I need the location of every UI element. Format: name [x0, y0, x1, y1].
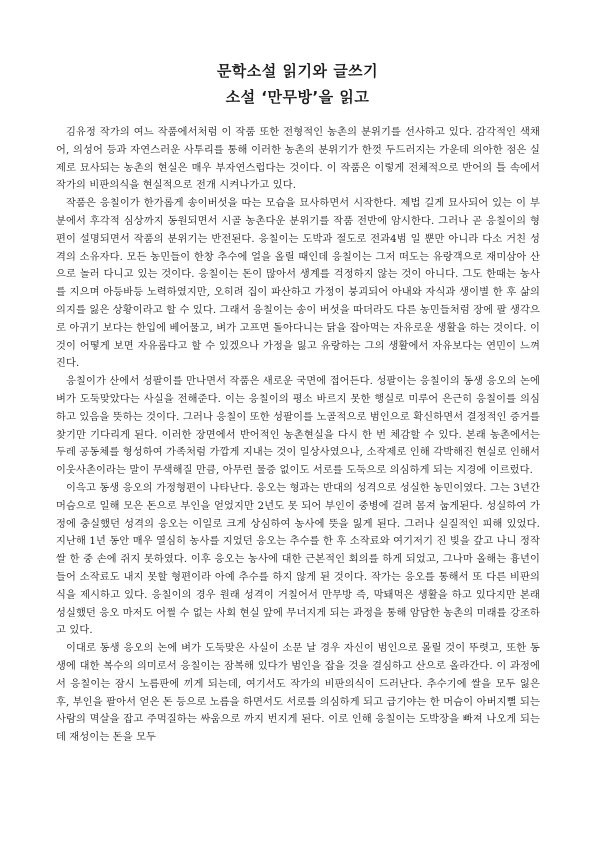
- paragraph: 이대로 동생 응오의 논에 벼가 도둑맞은 사실이 소문 날 경우 자신이 범인으로 몰릴 것이 뚜렷고, 또한 동생에 대한 복수의 의미로서 응칠이는 잠복해 있다가 범인을 잡을 것을 결심하고 산으로 올라간다. 이 과정에서 응칠이는 잠시 노름판에 끼게 되는데, 여기서도 작가의 비판의식이 드러난다. 추수기에 쌀을 모두 잃은 후, 부인을 팔아서 얻은 돈 등으로 노름을 하면서도 서로를 의심하게 되고 급기야는 한 머슴이 아버지뻘 되는 사람의 멱살을 잡고 주먹질하는 싸움으로 까지 번지게 된다. 이로 인해 응칠이는 도박장을 빠져 나오게 되는데 재성이는 돈을 모두: [56, 643, 540, 744]
- document-title: 문학소설 읽기와 글쓰기: [216, 62, 379, 80]
- paragraph: 이윽고 동생 응오의 가정형편이 나타난다. 응오는 형과는 반대의 성격으로 성실한 농민이였다. 그는 3년간 머슴으로 일해 모은 돈으로 부인을 얻었지만 2년도 못 되어 부인이 중병에 걸려 몸져 눕게된다. 성실하여 가정에 충실했던 성격의 응오는 이일로 크게 상심하여 농사에 뜻을 잃게 된다. 그러나 실질적인 피해 있었다. 지난해 1년 동안 매우 열심히 농사를 지었던 응오는 추수를 한 후 소작료와 여기저기 진 빚을 갚고 나니 정작 쌀 한 중 손에 쥐지 못하였다. 이후 응오는 농사에 대한 근본적인 회의를 하게 되었고, 그나마 올해는 흉년이 들어 소작료도 내지 못할 형편이라 아예 추수를 하지 않게 된 것이다. 작가는 응오를 통해서 또 다른 비판의식을 제시하고 있다. 응칠이의 경우 원래 성격이 거칠어서 만무방 즉, 막돼먹은 생활을 하고 있다지만 본래 성실했던 응오 마저도 어쩔 수 없는 사회 현실 앞에 무너지게 되는 과정을 통해 암담한 농촌의 미래를 강조하고 있다.: [56, 482, 540, 637]
- paragraph: 작품은 응칠이가 한가롭게 송이버섯을 따는 모습을 묘사하면서 시작한다. 제법 길게 묘사되어 있는 이 부분에서 후각적 심상까지 동원되면서 시골 농촌다운 분위기를 작품 전반에 암시한다. 그러나 곧 응칠이의 형편이 설명되면서 작품의 분위기는 반전된다. 응칠이는 도박과 절도로 전과4범 일 뿐만 아니라 다소 거친 성격의 소유자다. 모든 농민들이 한창 추수에 얼을 올릴 때인데 응칠이는 그저 떠도는 유랑객으로 재미삼아 산으로 놀러 다니고 있는 것이다. 응칠이는 돈이 많아서 생계를 걱정하지 않는 것이 아니다. 그도 한때는 농사를 지으며 아등바등 노력하였지만, 오히려 집이 파산하고 가정이 붕괴되어 아내와 자식과 생이별 한 후 삶의 의지를 잃은 상황이라고 할 수 있다. 그래서 응칠이는 송이 버섯을 따더라도 다른 농민들처럼 장에 팔 생각으로 아귀기 보다는 한입에 베어물고, 벼가 고프면 돌아다니는 닭을 잡아먹는 자유로운 생활을 하는 것이다. 이것이 어떻게 보면 자유롭다고 할 수 있겠으나 가정을 잃고 유랑하는 그의 생활에서 자유보다는 연민이 느껴진다.: [56, 198, 540, 370]
- document-body: [56, 124, 540, 747]
- document-subtitle: 소설 ‘만무방’을 읽고: [225, 88, 370, 106]
- title-block: [0, 58, 595, 110]
- paragraph: 김유정 작가의 여느 작품에서처럼 이 작품 또한 전형적인 농촌의 분위기를 선사하고 있다. 감각적인 색채어, 의성어 등과 자연스러운 사투리를 통해 이러한 농촌의 분위기가 한껏 두드러지는 가운데 의아한 점은 실제로 묘사되는 농촌의 현실은 매우 부자연스럽다는 것이다. 이 작품은 이렇게 전체적으로 반어의 틀 속에서 작가의 비판의식을 현실적으로 전개 시켜나가고 있다.: [56, 127, 540, 192]
- paragraph: 응칠이가 산에서 성팔이를 만나면서 작품은 새로운 국면에 접어든다. 성팔이는 응칠이의 동생 응오의 논에 벼가 도둑맞았다는 사실을 전해준다. 이는 응칠이의 평소 바르지 못한 행실로 미루어 은근히 응칠이를 의심하고 있음을 뜻하는 것이다. 그러나 응칠이 또한 성팔이를 노골적으로 범인으로 확신하면서 결정적인 증거를 찾기만 기다리게 된다. 이러한 장면에서 반어적인 농촌현실을 다시 한 번 체감할 수 있다. 본래 농촌에서는 두레 공동체를 형성하여 가족처럼 가깝게 지내는 것이 일상사였으나, 소작제로 인해 각박해진 현실로 인해서 이웃사촌이라는 말이 무색해질 만큼, 아무런 물증 없이도 서로를 도둑으로 의심하게 되는 지경에 이르렀다.: [56, 376, 540, 477]
